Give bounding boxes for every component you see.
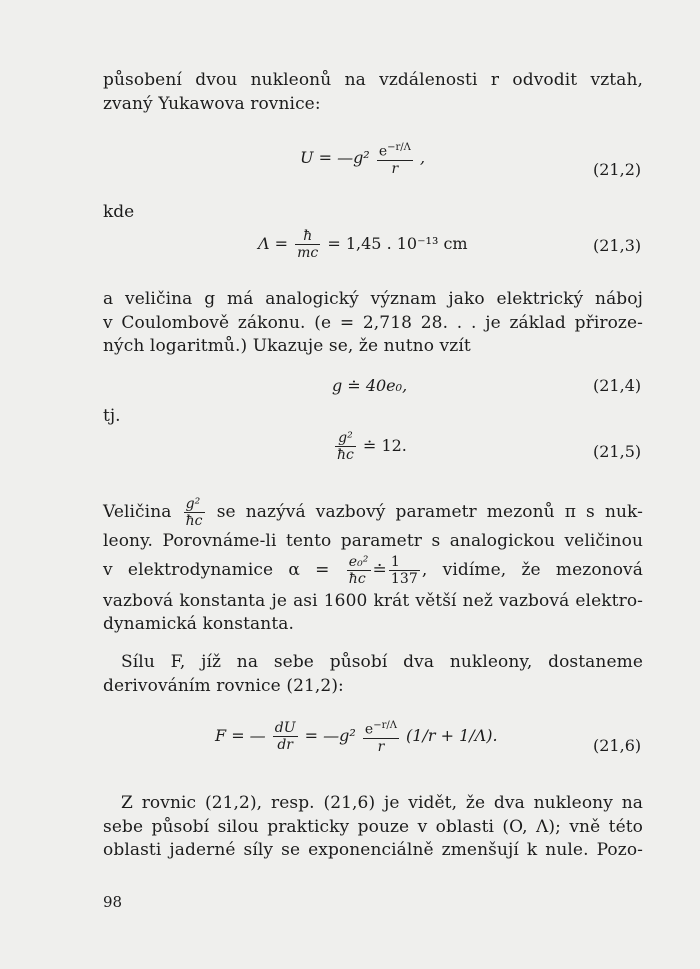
eq-fraction: $\frac{e^{-r/\Lambda}}{r}$: [378, 142, 411, 177]
text-line: zvaný Yukawova rovnice:: [103, 93, 321, 114]
equation-21-5: $\frac{\text{g²}}{ħc}$ ≐ 12.: [337, 430, 407, 463]
text-line: derivováním rovnice (21,2):: [103, 675, 344, 696]
paragraph-charge: [103, 288, 643, 359]
equation-21-2: U = —g² $\frac{e^{-r/\Lambda}}{r}$ ,: [300, 142, 426, 177]
text-line: Z rovnic (21,2), resp. (21,6) je vidět, že dva nukleony na: [121, 793, 643, 813]
text-line: sebe působí silou prakticky pouze v oblasti (O, Λ); vně této: [103, 816, 643, 837]
equation-number: (21,5): [593, 442, 642, 461]
text-line: a veličina g má analogický význam jako elektrický náboj: [103, 289, 643, 309]
equation-number: (21,6): [593, 736, 642, 755]
equation-number: (21,3): [593, 236, 642, 255]
text-line: vazbová konstanta je asi 1600 krát větší než vazbová elektro-: [103, 590, 643, 611]
text-line: dynamická konstanta.: [103, 614, 294, 635]
page-number: 98: [103, 893, 123, 911]
text-line: působení dvou nukleonů na vzdálenosti r odvodit vztah,: [103, 70, 643, 90]
text-line: Veličina $\frac{\text{g²}}{ħc}$ se nazývá vazbový parametr mezonů π s nuk-: [103, 496, 643, 529]
equation-21-3: Λ = $\frac{ħ}{mc}$ = 1,45 . 10⁻¹³ cm: [258, 228, 468, 261]
text-line: v elektrodynamice α = $\frac{\text{e₀²}}{ħc}$ ≐ $\frac{1}{137}$ , vidíme, že mezonová: [103, 553, 643, 587]
text-line: oblasti jaderné síly se exponenciálně zmenšují k nule. Pozo-: [103, 840, 643, 861]
equation-21-4: g ≐ 40e₀,: [332, 376, 408, 395]
paragraph-conclusion: [103, 792, 643, 863]
paragraph-coupling: [103, 496, 643, 637]
equation-21-6: F = — $\frac{dU}{dr}$ = —g² $\frac{e^{-r/\Lambda}}{r}$ (1/r + 1/Λ).: [215, 719, 498, 755]
text-line: leony. Porovnáme-li tento parametr s analogickou veličinou: [103, 531, 643, 551]
text-line: Sílu F, jíž na sebe působí dva nukleony, dostaneme: [121, 652, 643, 672]
equation-number: (21,4): [593, 376, 642, 395]
label-tj: tj.: [103, 406, 121, 426]
equation-number: (21,2): [593, 160, 642, 179]
eq-lhs: U = —g²: [300, 147, 370, 167]
label-kde: kde: [103, 202, 135, 222]
paragraph-intro: [103, 69, 643, 116]
text-line: ných logaritmů.) Ukazuje se, že nutno vzít: [103, 336, 471, 357]
paragraph-force: [103, 651, 643, 698]
text-line: v Coulombově zákonu. (e = 2,718 28. . . je základ přiroze-: [103, 312, 643, 333]
